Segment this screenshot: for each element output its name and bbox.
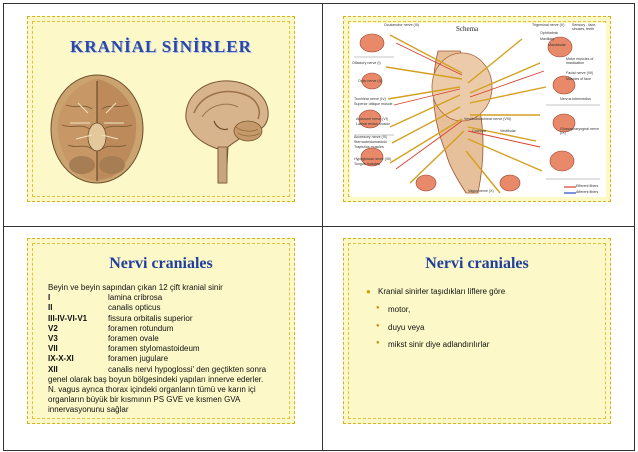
list-item: ● motor, [376,305,411,314]
bullet-icon: ● [376,340,380,346]
label-hypoglossal: Hypoglossal nerve (XII) [354,157,392,161]
label-vestibular: Vestibular [500,129,516,133]
label-mandibular: Mandibular [548,43,566,47]
label-facial: Facial nerve (VII) [566,71,594,75]
nerve-row: III-IV-VI-V1 fissura orbitalis superior [48,313,193,323]
bullet-icon: ● [376,323,380,329]
label-optic: Optic nerve (II) [358,79,382,83]
slide-4[interactable] [343,238,611,424]
cranial-nerves-schema-image [350,23,606,197]
nerve-row: I lamina cribrosa [48,293,163,303]
bullet-list [366,287,596,358]
nerve-row: V2 foramen rotundum [48,323,174,333]
label-trapezius: Trapezius muscles [354,145,384,149]
list-item: ● duyu veya [376,323,425,332]
label-lateral-rectus: Lateral rectus muscle [356,122,391,126]
slide-title: KRANİAL SİNİRLER [70,37,252,56]
label-maxillary: Maxillary [540,37,555,41]
slide-2[interactable] [343,16,611,202]
nerve-row: II canalis opticus [48,303,161,313]
label-muscles-face: Muscles of face [566,77,591,81]
label-vagus: Vagus nerve (X) [468,189,494,193]
legend-afferent: Afferent fibers [576,190,599,194]
slide-title: Nervi craniales [425,255,529,272]
brain-sagittal-image [176,73,276,185]
bullet-icon: ● [376,305,380,311]
divider-vertical [322,4,323,450]
list-item: ● Kranial sinirler taşıdıkları liflere göre [366,287,506,296]
label-vestibulocochlear: Vestibulocochlear nerve (VIII) [464,117,511,121]
slide-3[interactable] [27,238,295,424]
label-accessory: Accessory nerve (XI) [354,135,388,139]
paragraph-innervation: genel olarak baş boyun bölgesindeki yapıları innerve ederler. [48,374,264,384]
label-ophthalmic: Ophthalmic [540,31,559,35]
label-cochlear: Cochlear [472,129,487,133]
label-sternocleidomastoid: Sternocleidomastoid [354,140,387,144]
label-sensory-face: Sensory - face, sinuses, teeth [572,23,597,31]
label-trochlear: Trochlear nerve (IV) [354,97,386,101]
slide-body [48,283,288,416]
brain-base-image [48,73,146,185]
list-item: ● mikst sinir diye adlandırılırlar [376,340,490,349]
label-oculomotor: Oculomotor nerve (III) [384,23,419,27]
label-trigeminal: Trigeminal nerve (V) [532,23,565,27]
label-nervus-intermedius: Nervus intermedius [560,97,591,101]
label-abducent: Abducent nerve (VI) [356,117,388,121]
slide-1[interactable] [27,16,295,202]
nerve-row: V3 foramen ovale [48,334,159,344]
slide-title: Nervi craniales [109,255,213,272]
schema-title: Schema [456,25,479,33]
label-olfactory: Olfactory nerve (I) [352,61,381,65]
label-mastication: Motor muscles of mastication [566,57,594,65]
nerve-row: XII canalis nervi hypoglossi' den geçtikten sonra [48,364,267,374]
label-superior-oblique: Superior oblique muscle [354,102,393,106]
legend-efferent: Efferent fibers [576,184,599,188]
nerve-row: VII foramen stylomastoideum [48,344,200,354]
bullet-icon: ● [366,287,371,296]
intro-text: Beyin ve beyin sapından çıkan 12 çift kranial sinir [48,283,223,292]
nerve-row: IX-X-XI foramen jugulare [48,354,169,364]
label-glossopharyngeal: Glossopharyngeal nerve (IX) [560,127,599,135]
divider-horizontal [4,226,634,227]
paragraph-vagus: N. vagus ayrıca thorax içindeki organların tümü ve karın içi organların büyük bir kısmının PS GVE ve kısmen GVA innervasyonunu sağlar [48,385,256,415]
label-tongue-muscles: Tongue muscles [354,162,380,166]
